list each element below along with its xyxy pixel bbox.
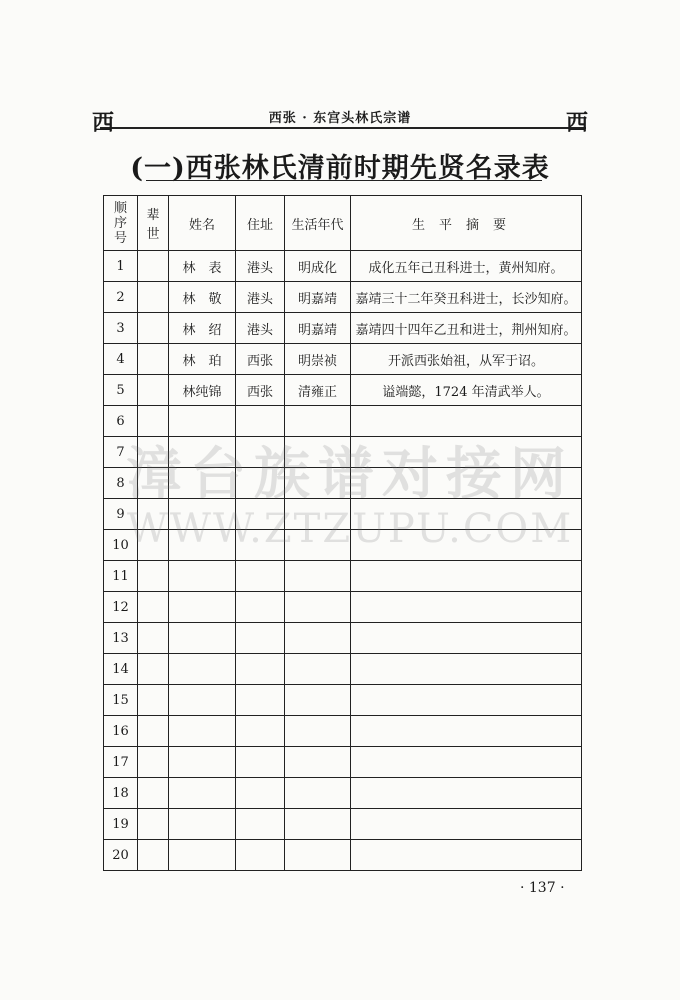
cell-residence — [236, 654, 285, 685]
cell-summary — [351, 530, 582, 561]
cell-residence — [236, 499, 285, 530]
cell-serial: 2 — [104, 282, 138, 313]
cell-residence — [236, 623, 285, 654]
cell-era: 明崇祯 — [285, 344, 351, 375]
cell-era — [285, 468, 351, 499]
cell-era — [285, 809, 351, 840]
cell-summary — [351, 716, 582, 747]
cell-era: 明嘉靖 — [285, 313, 351, 344]
cell-residence: 港头 — [236, 313, 285, 344]
table-row — [104, 375, 582, 406]
cell-era — [285, 840, 351, 871]
table-row — [104, 592, 582, 623]
cell-serial: 4 — [104, 344, 138, 375]
cell-residence — [236, 840, 285, 871]
cell-era — [285, 561, 351, 592]
cell-summary: 嘉靖四十四年乙丑和进士，荆州知府。 — [351, 313, 582, 344]
cell-summary — [351, 809, 582, 840]
header-era: 生活年代 — [285, 196, 351, 251]
cell-era — [285, 499, 351, 530]
header-summary: 生平摘要 — [351, 196, 582, 251]
header-generation — [138, 196, 169, 251]
table-row — [104, 437, 582, 468]
corner-ornament-left: 西 — [92, 110, 115, 136]
cell-generation — [138, 468, 169, 499]
table-row — [104, 282, 582, 313]
page-number: · 137 · — [520, 880, 565, 896]
cell-residence — [236, 716, 285, 747]
cell-serial: 7 — [104, 437, 138, 468]
cell-name — [169, 499, 236, 530]
table-row — [104, 406, 582, 437]
cell-generation — [138, 344, 169, 375]
cell-generation — [138, 840, 169, 871]
cell-summary — [351, 654, 582, 685]
cell-summary — [351, 747, 582, 778]
cell-residence — [236, 747, 285, 778]
table-row — [104, 840, 582, 871]
header-rule — [100, 127, 586, 129]
cell-serial: 14 — [104, 654, 138, 685]
table-title: (一)西张林氏清前时期先贤名录表 — [130, 153, 550, 184]
cell-summary — [351, 685, 582, 716]
cell-serial: 20 — [104, 840, 138, 871]
cell-generation — [138, 809, 169, 840]
cell-generation — [138, 251, 169, 282]
cell-generation — [138, 375, 169, 406]
cell-generation — [138, 282, 169, 313]
cell-residence — [236, 778, 285, 809]
cell-name — [169, 685, 236, 716]
cell-residence — [236, 592, 285, 623]
cell-generation — [138, 747, 169, 778]
table-row — [104, 499, 582, 530]
cell-generation — [138, 685, 169, 716]
cell-name — [169, 840, 236, 871]
cell-serial: 9 — [104, 499, 138, 530]
cell-serial: 18 — [104, 778, 138, 809]
cell-generation — [138, 654, 169, 685]
cell-name — [169, 406, 236, 437]
cell-name — [169, 561, 236, 592]
cell-era — [285, 778, 351, 809]
cell-name — [169, 437, 236, 468]
cell-summary — [351, 592, 582, 623]
table-row — [104, 747, 582, 778]
cell-name — [169, 468, 236, 499]
title-underline — [146, 180, 542, 181]
cell-generation — [138, 716, 169, 747]
table-row — [104, 716, 582, 747]
cell-name — [169, 530, 236, 561]
header-generation-char: 辈 — [146, 208, 160, 223]
cell-name — [169, 654, 236, 685]
table-body — [104, 251, 582, 871]
cell-serial: 11 — [104, 561, 138, 592]
table-row — [104, 654, 582, 685]
cell-generation — [138, 561, 169, 592]
header-serial-char: 序 — [113, 215, 127, 231]
cell-serial: 3 — [104, 313, 138, 344]
cell-era — [285, 406, 351, 437]
cell-name — [169, 778, 236, 809]
cell-residence — [236, 437, 285, 468]
cell-summary — [351, 437, 582, 468]
cell-name: 林 珀 — [169, 344, 236, 375]
header-serial-number — [104, 196, 138, 251]
cell-era — [285, 623, 351, 654]
cell-generation — [138, 406, 169, 437]
cell-generation — [138, 623, 169, 654]
header-serial-char: 号 — [113, 230, 127, 246]
table-row — [104, 685, 582, 716]
cell-generation — [138, 530, 169, 561]
cell-summary — [351, 623, 582, 654]
header-name: 姓名 — [169, 196, 236, 251]
cell-era — [285, 685, 351, 716]
table-row — [104, 251, 582, 282]
cell-generation — [138, 778, 169, 809]
roster-table — [103, 195, 582, 871]
table-row — [104, 778, 582, 809]
table-row — [104, 623, 582, 654]
cell-era: 清雍正 — [285, 375, 351, 406]
cell-serial: 15 — [104, 685, 138, 716]
cell-residence — [236, 468, 285, 499]
table-row — [104, 344, 582, 375]
cell-name — [169, 747, 236, 778]
cell-serial: 12 — [104, 592, 138, 623]
table-row — [104, 561, 582, 592]
cell-serial: 6 — [104, 406, 138, 437]
cell-residence — [236, 406, 285, 437]
cell-name — [169, 623, 236, 654]
cell-era: 明成化 — [285, 251, 351, 282]
cell-summary — [351, 840, 582, 871]
cell-generation — [138, 313, 169, 344]
cell-residence — [236, 685, 285, 716]
cell-summary — [351, 468, 582, 499]
corner-ornament-right: 西 — [566, 110, 589, 136]
cell-residence: 西张 — [236, 344, 285, 375]
cell-generation — [138, 592, 169, 623]
cell-serial: 13 — [104, 623, 138, 654]
table-row — [104, 530, 582, 561]
cell-residence: 港头 — [236, 251, 285, 282]
header-residence: 住址 — [236, 196, 285, 251]
cell-name: 林纯锦 — [169, 375, 236, 406]
cell-summary: 谥端懿，1724 年清武举人。 — [351, 375, 582, 406]
cell-era — [285, 747, 351, 778]
cell-summary — [351, 499, 582, 530]
header-serial-char: 顺 — [113, 200, 127, 216]
cell-name — [169, 716, 236, 747]
cell-era — [285, 437, 351, 468]
watermark-url: WWW.ZTZUPU.COM — [126, 506, 574, 552]
header-generation-char: 世 — [146, 227, 160, 242]
cell-era: 明嘉靖 — [285, 282, 351, 313]
running-title: 西张 · 东宫头林氏宗谱 — [268, 111, 412, 126]
cell-name — [169, 809, 236, 840]
cell-generation — [138, 499, 169, 530]
cell-era — [285, 716, 351, 747]
cell-era — [285, 530, 351, 561]
cell-residence — [236, 809, 285, 840]
cell-summary: 开派西张始祖，从军于诏。 — [351, 344, 582, 375]
cell-generation — [138, 437, 169, 468]
table-header-row — [104, 196, 582, 251]
cell-name: 林 绍 — [169, 313, 236, 344]
table-row — [104, 313, 582, 344]
cell-era — [285, 592, 351, 623]
cell-summary — [351, 778, 582, 809]
cell-name: 林 表 — [169, 251, 236, 282]
cell-serial: 1 — [104, 251, 138, 282]
cell-serial: 10 — [104, 530, 138, 561]
watermark-chinese: 漳台族谱对接网 — [126, 441, 574, 507]
cell-name — [169, 592, 236, 623]
cell-residence: 西张 — [236, 375, 285, 406]
table-row — [104, 468, 582, 499]
cell-serial: 19 — [104, 809, 138, 840]
cell-era — [285, 654, 351, 685]
cell-residence — [236, 530, 285, 561]
cell-serial: 5 — [104, 375, 138, 406]
table-row — [104, 809, 582, 840]
cell-summary: 成化五年己丑科进士，黄州知府。 — [351, 251, 582, 282]
cell-residence: 港头 — [236, 282, 285, 313]
cell-serial: 16 — [104, 716, 138, 747]
cell-serial: 8 — [104, 468, 138, 499]
cell-residence — [236, 561, 285, 592]
cell-summary — [351, 406, 582, 437]
cell-summary — [351, 561, 582, 592]
cell-summary: 嘉靖三十二年癸丑科进士，长沙知府。 — [351, 282, 582, 313]
cell-name: 林 敬 — [169, 282, 236, 313]
cell-serial: 17 — [104, 747, 138, 778]
